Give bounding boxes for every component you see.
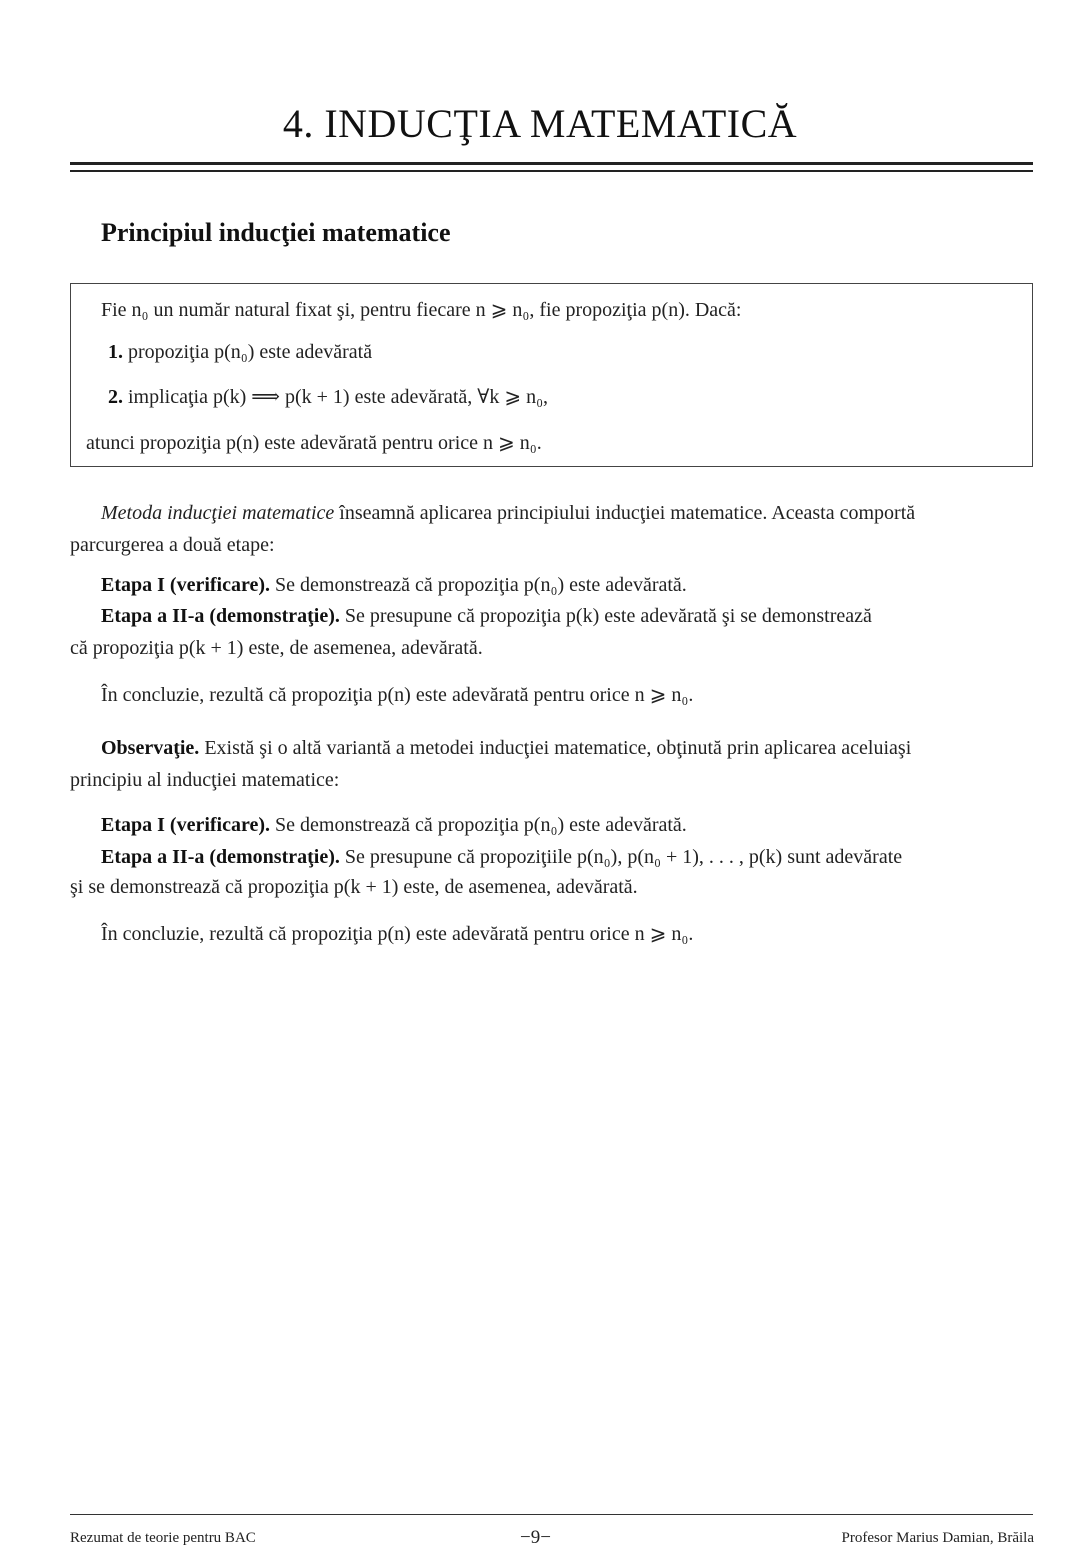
method-conclusion: În concluzie, rezultă că propoziţia p(n) este adevărată pentru orice n ⩾ n₀.	[101, 684, 694, 706]
method-step-2-cont: că propoziţia p(k + 1) este, de asemenea, adevărată.	[70, 637, 483, 659]
step-label: Etapa a II-a (demonstraţie).	[101, 605, 340, 627]
step-text: Se demonstrează că propoziţia p(n₀) este adevărată.	[270, 574, 687, 596]
method-line-2: parcurgerea a două etape:	[70, 534, 275, 556]
item-number: 2.	[108, 386, 123, 408]
footer-right: Profesor Marius Damian, Brăila	[841, 1530, 1034, 1546]
page-number: −9−	[520, 1527, 551, 1548]
observation-step-2-cont: şi se demonstrează că propoziţia p(k + 1) este, de asemenea, adevărată.	[70, 876, 638, 898]
section-heading: Principiul inducţiei matematice	[101, 218, 451, 247]
observation-text: Există şi o altă variantă a metodei inducţiei matematice, obţinută prin aplicarea aceluiaşi	[199, 737, 912, 759]
observation-line-2: principiu al inducţiei matematice:	[70, 769, 340, 791]
page-title: 4. INDUCŢIA MATEMATICĂ	[282, 101, 798, 146]
method-term: Metoda inducţiei matematice	[101, 502, 335, 524]
step-label: Etapa a II-a (demonstraţie).	[101, 846, 340, 868]
step-text: Se presupune că propoziţiile p(n₀), p(n₀ + 1), . . . , p(k) sunt adevărate	[339, 846, 903, 868]
method-text: înseamnă aplicarea principiului inducţiei matematice. Aceasta comportă	[334, 502, 916, 524]
method-line-1	[101, 502, 915, 525]
step-label: Etapa I (verificare).	[101, 574, 271, 596]
title-rule-top	[70, 162, 1033, 165]
box-item-1	[108, 341, 372, 364]
observation-line-1	[101, 737, 911, 760]
method-step-2	[101, 605, 872, 628]
step-label: Etapa I (verificare).	[101, 814, 271, 836]
observation-step-1	[101, 814, 687, 837]
footer-left: Rezumat de teorie pentru BAC	[70, 1530, 256, 1546]
item-number: 1.	[108, 341, 123, 363]
box-item-2	[108, 384, 548, 409]
box-conclusion: atunci propoziţia p(n) este adevărată pentru orice n ⩾ n₀.	[86, 432, 542, 454]
title-rule-bottom	[70, 170, 1033, 172]
box-intro: Fie n₀ un număr natural fixat şi, pentru fiecare n ⩾ n₀, fie propoziţia p(n). Dacă:	[101, 299, 742, 321]
method-step-1	[101, 574, 687, 597]
observation-step-2	[101, 846, 902, 869]
observation-label: Observaţie.	[101, 737, 200, 759]
footer-rule	[70, 1514, 1033, 1515]
step-text: Se presupune că propoziţia p(k) este adevărată şi se demonstrează	[339, 605, 872, 627]
observation-conclusion: În concluzie, rezultă că propoziţia p(n) este adevărată pentru orice n ⩾ n₀.	[101, 923, 694, 945]
item-text: propoziţia p(n₀) este adevărată	[128, 341, 373, 363]
step-text: Se demonstrează că propoziţia p(n₀) este adevărată.	[270, 814, 687, 836]
item-text: implicaţia p(k) ⟹ p(k + 1) este adevărată, ∀k ⩾ n₀,	[128, 386, 549, 408]
